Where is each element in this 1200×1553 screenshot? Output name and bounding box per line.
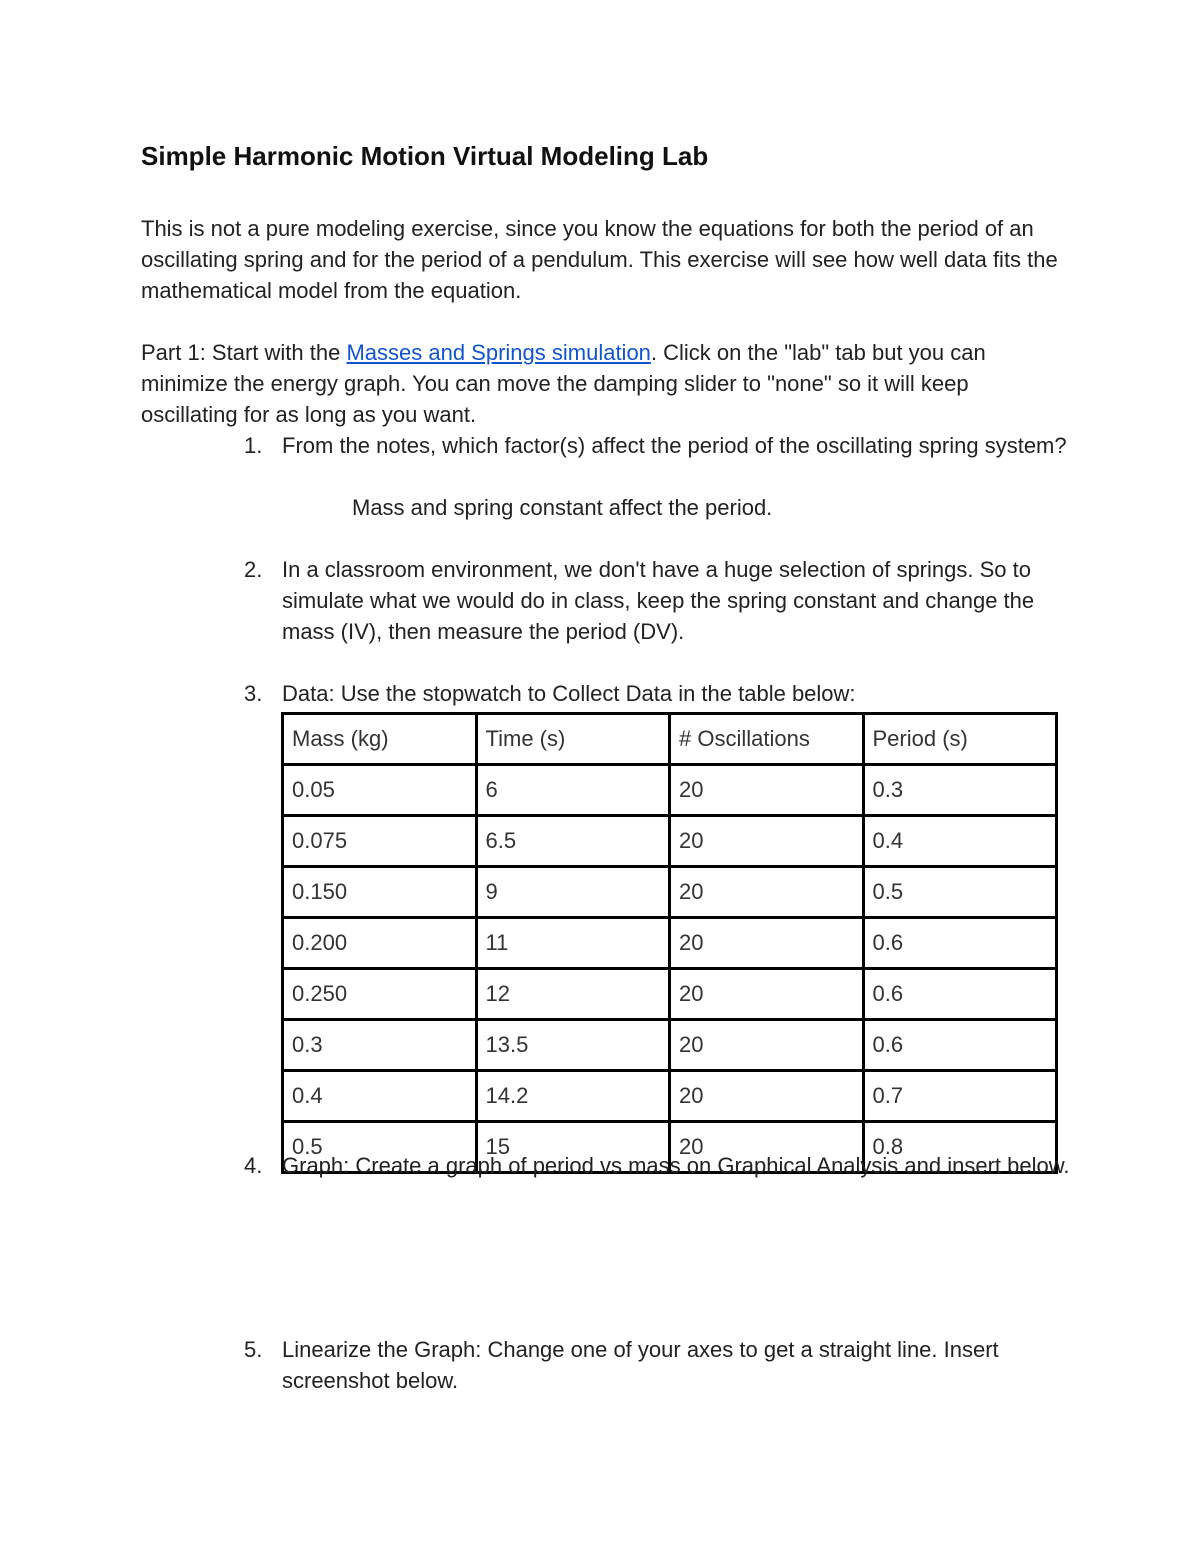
table-cell: 0.4 [283,1071,477,1122]
table-header-cell: Mass (kg) [283,714,477,765]
table-cell: 0.200 [283,918,477,969]
table-cell: 12 [476,969,670,1020]
instruction-data: Data: Use the stopwatch to Collect Data in the table below: [282,681,856,706]
page-title: Simple Harmonic Motion Virtual Modeling Lab [141,141,709,171]
table-row [283,816,1057,867]
table-header-cell: Time (s) [476,714,670,765]
item-number: 5. [244,1337,263,1362]
part1-paragraph [141,337,1071,430]
table-cell: 20 [670,867,864,918]
table-cell: 20 [670,918,864,969]
table-cell: 15 [476,1122,670,1173]
table-cell: 9 [476,867,670,918]
table-cell: 0.5 [283,1122,477,1173]
simulation-link[interactable]: Masses and Springs simulation [346,340,651,365]
table-header-cell: # Oscillations [670,714,864,765]
table-cell: 0.7 [863,1071,1057,1122]
table-row [283,1020,1057,1071]
table-header-row [283,714,1057,765]
answer-factors: Mass and spring constant affect the period. [352,495,773,520]
table-cell: 20 [670,969,864,1020]
table-cell: 20 [670,1071,864,1122]
table-cell: 0.6 [863,1020,1057,1071]
item-number: 2. [244,557,263,582]
intro-paragraph: This is not a pure modeling exercise, since you know the equations for both the period of an oscillating spring and for the period of a pendulum. This exercise will see how well data fits the mathematical model from the equation. [141,216,1058,303]
question-factors: From the notes, which factor(s) affect the period of the oscillating spring system? [282,433,1067,458]
table-cell: 20 [670,1122,864,1173]
table-header-cell: Period (s) [863,714,1057,765]
table-row [283,867,1057,918]
table-cell: 0.8 [863,1122,1057,1173]
instruction-linearize: Linearize the Graph: Change one of your axes to get a straight line. Insert screenshot below. [282,1337,999,1393]
data-table [281,712,1058,1174]
table-cell: 0.4 [863,816,1057,867]
table-cell: 20 [670,765,864,816]
part1-suffix: . Click on the "lab" tab but you can minimize the energy graph. You can move the damping slider to "none" so it will keep oscillating for as long as you want. [141,340,986,427]
table-cell: 0.250 [283,969,477,1020]
instruction-classroom: In a classroom environment, we don't have a huge selection of springs. So to simulate what we would do in class, keep the spring constant and change the mass (IV), then measure the period (DV). [282,557,1035,644]
instruction-graph: Graph: Create a graph of period vs mass on Graphical Analysis and insert below. [282,1153,1070,1178]
table-row [283,1071,1057,1122]
item-number: 1. [244,433,263,458]
table-cell: 20 [670,1020,864,1071]
table-cell: 0.05 [283,765,477,816]
table-cell: 0.6 [863,969,1057,1020]
table-cell: 0.3 [283,1020,477,1071]
table-cell: 13.5 [476,1020,670,1071]
part1-prefix: Part 1: Start with the [141,340,347,365]
table-cell: 0.5 [863,867,1057,918]
table-row [283,918,1057,969]
table-row [283,765,1057,816]
table-cell: 14.2 [476,1071,670,1122]
table-cell: 6.5 [476,816,670,867]
item-number: 4. [244,1153,263,1178]
table-cell: 20 [670,816,864,867]
table-row [283,969,1057,1020]
table-cell: 0.3 [863,765,1057,816]
table-cell: 6 [476,765,670,816]
table-cell: 0.075 [283,816,477,867]
table-cell: 11 [476,918,670,969]
table-cell: 0.6 [863,918,1057,969]
item-number: 3. [244,681,263,706]
table-cell: 0.150 [283,867,477,918]
